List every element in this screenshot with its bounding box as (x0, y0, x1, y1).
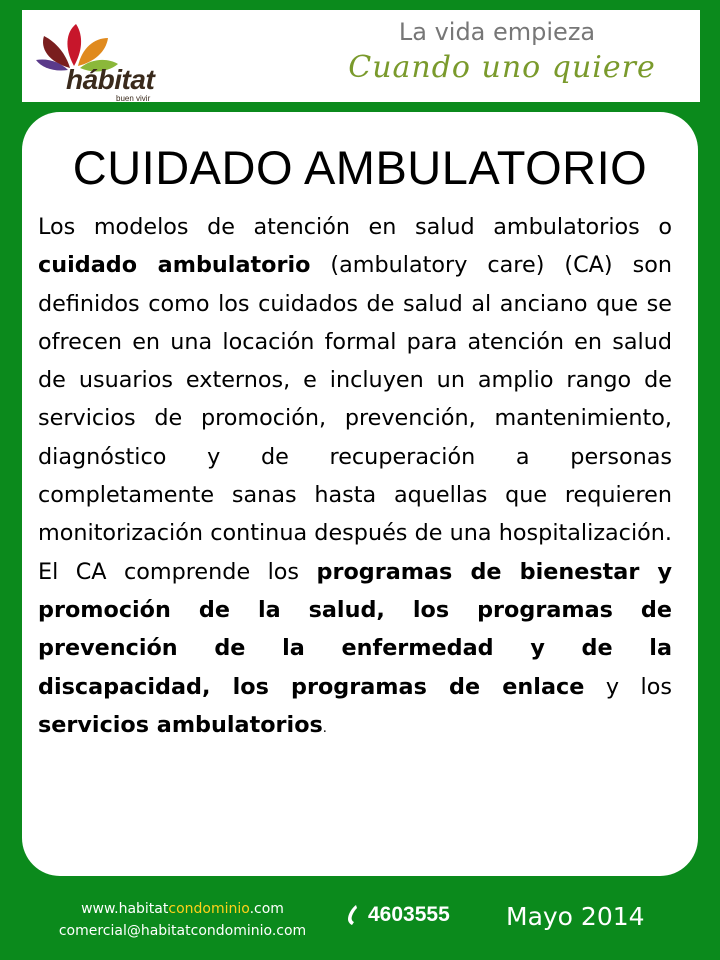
paragraph-text: (ambulatory care) (CA) son definidos como los cuidados de salud al anciano que se ofrecen en una locación formal para atención en salud de usuarios externos, e incluyen un amplio rango de servicios de promoción, prevención, mantenimiento, diagnóstico y de recuperación a personas completamente sanas hasta aquellas que requieren monitorización continua después de una hospitalización. El CA comprende los (38, 252, 672, 585)
header-banner (22, 10, 700, 102)
logo-wordmark: hábitat (66, 64, 155, 95)
phone-icon (344, 904, 360, 926)
tagline-line-2: Cuando uno quiere (348, 50, 656, 85)
bold-term: programas de bienestar y promoción de la salud, los programas de prevención de la enfermedad y de la discapacidad, los programas de enlace (38, 558, 672, 700)
bold-term: servicios ambulatorios (38, 711, 323, 738)
website-link[interactable] (30, 898, 335, 920)
page-title: CUIDADO AMBULATORIO (72, 141, 648, 194)
website-accent: condominio (168, 901, 250, 917)
body-paragraph (38, 208, 672, 748)
paragraph-text: Los modelos de atención en salud ambulatorios o (38, 214, 672, 240)
content-panel (22, 112, 698, 876)
paragraph-end: . (322, 720, 327, 736)
phone-contact[interactable] (344, 903, 450, 927)
paragraph-text: y los (584, 673, 672, 700)
website-prefix: www.habitat (81, 901, 169, 917)
publication-date: Mayo 2014 (506, 902, 645, 931)
habitat-logo (30, 22, 170, 103)
logo-subtext: buen vivir (116, 94, 151, 103)
website-suffix: .com (249, 901, 284, 917)
email-link[interactable]: comercial@habitatcondominio.com (58, 923, 307, 939)
contact-info (30, 898, 335, 942)
tagline-line-1: La vida empieza (398, 18, 596, 46)
phone-number: 4603555 (368, 903, 450, 926)
bold-term: cuidado ambulatorio (38, 252, 311, 279)
